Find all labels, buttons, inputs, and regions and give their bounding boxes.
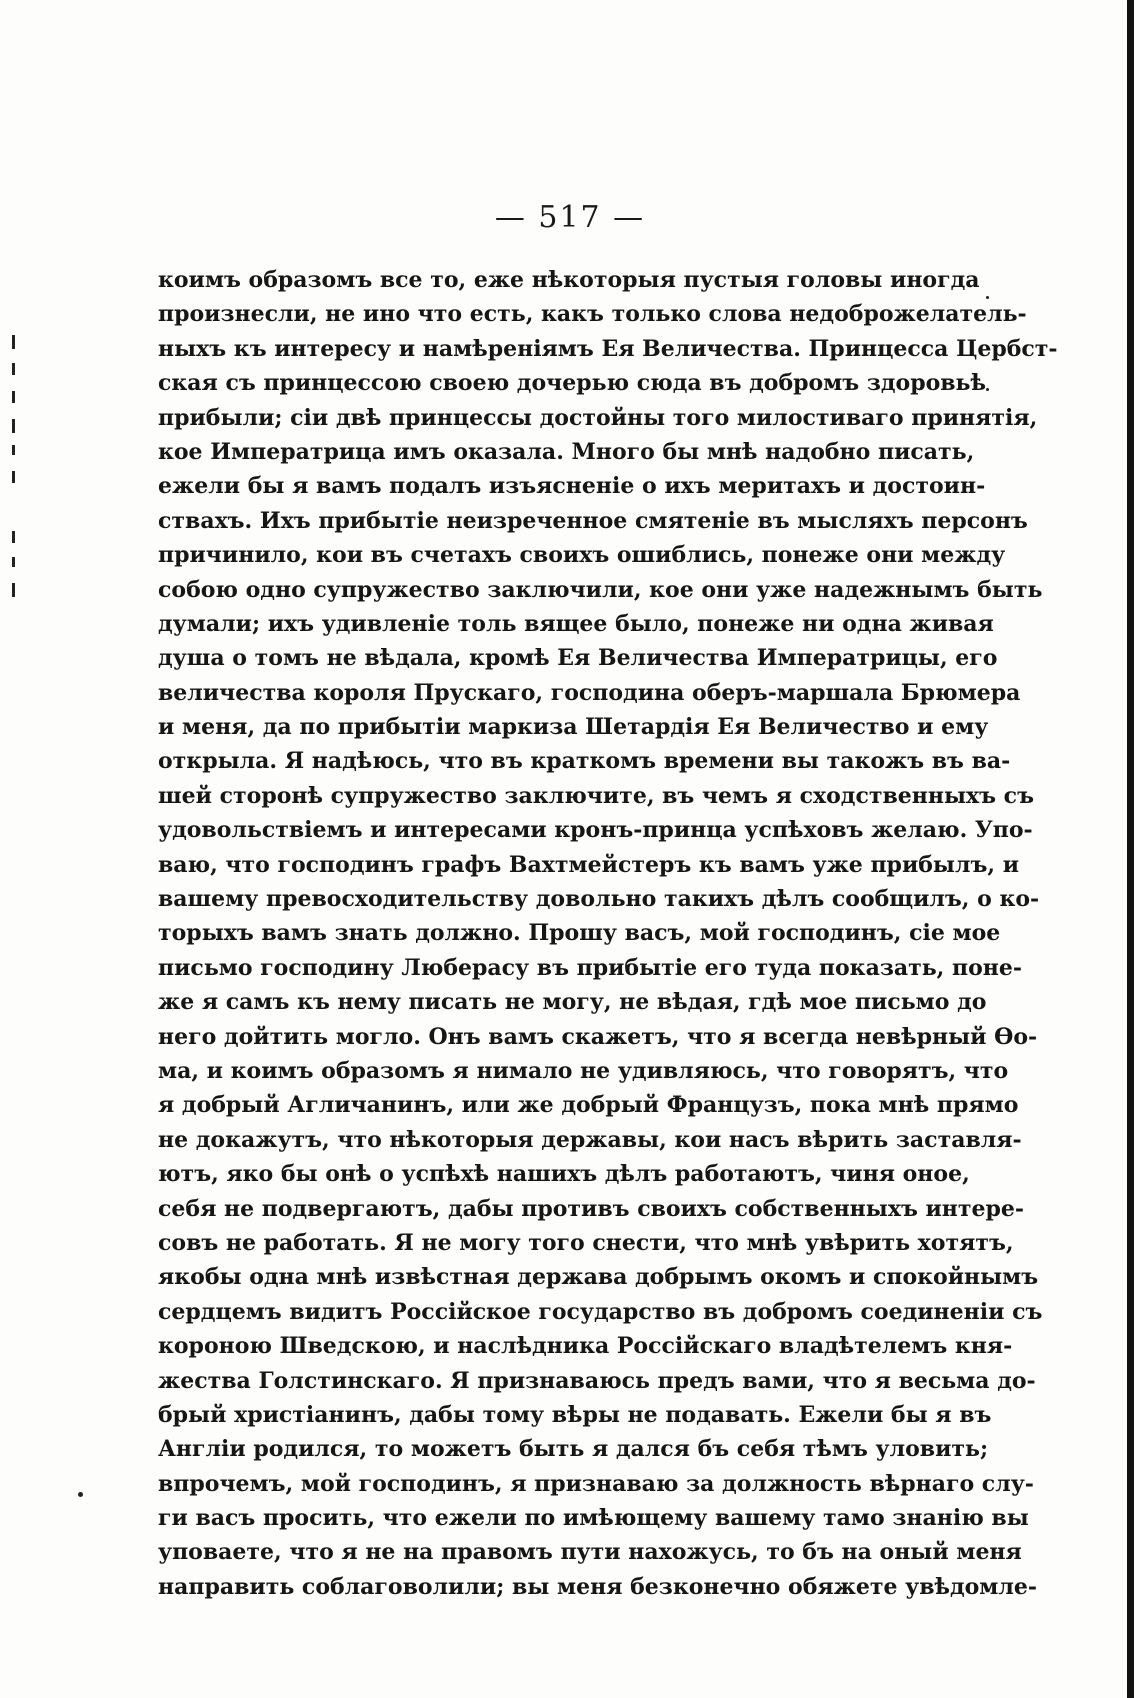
text-line: думали; ихъ удивленіе толь вящее было, понеже ни одна живая bbox=[158, 610, 994, 637]
margin-mark bbox=[12, 583, 15, 597]
page-number: — 517 — bbox=[494, 200, 646, 235]
text-line: ютъ, яко бы онѣ о успѣхѣ нашихъ дѣлъ работаютъ, чиня оное, bbox=[158, 1161, 970, 1188]
text-line: уповаете, что я не на правомъ пути нахожусь, то бъ на оный меня bbox=[158, 1539, 1022, 1566]
text-line: душа о томъ не вѣдала, кромѣ Ея Величества Императрицы, его bbox=[158, 645, 998, 672]
body-text bbox=[158, 263, 1058, 1604]
text-line: направить соблаговолили; вы меня безконечно обяжете увѣдомле- bbox=[158, 1573, 1038, 1600]
text-line: я добрый Агличанинъ, или же добрый Французъ, пока мнѣ прямо bbox=[158, 1092, 1019, 1119]
text-line: ваю, что господинъ графъ Вахтмейстеръ къ вамъ уже прибылъ, и bbox=[158, 851, 1020, 878]
text-line: ма, и коимъ образомъ я нимало не удивляюсь, что говорятъ, что bbox=[158, 1057, 1009, 1084]
text-line: Англіи родился, то можетъ быть я дался бъ себя тѣмъ уловить; bbox=[158, 1436, 989, 1463]
margin-mark bbox=[12, 391, 15, 403]
margin-mark bbox=[12, 419, 15, 433]
text-line: сердцемъ видитъ Россійское государство въ добромъ соединеніи съ bbox=[158, 1298, 1043, 1325]
margin-mark bbox=[12, 363, 15, 375]
text-line: письмо господину Люберасу въ прибытіе его туда показать, поне- bbox=[158, 954, 1023, 981]
text-line: причинило, кои въ счетахъ своихъ ошиблись, понеже они между bbox=[158, 542, 1006, 569]
scan-edge-shadow bbox=[1127, 0, 1134, 1698]
margin-mark bbox=[12, 557, 15, 567]
text-line: впрочемъ, мой господинъ, я признаваю за должность вѣрнаго слу- bbox=[158, 1470, 1034, 1497]
margin-mark bbox=[12, 445, 15, 455]
text-line: коимъ образомъ все то, еже нѣкоторыя пустыя головы иногда bbox=[158, 267, 980, 293]
speck-dot bbox=[78, 1492, 83, 1497]
text-line: ствахъ. Ихъ прибытіе неизреченное смятеніе въ мысляхъ персонъ bbox=[158, 507, 1028, 534]
text-line: величества короля Прускаго, господина оберъ-маршала Брюмера bbox=[158, 679, 1021, 706]
text-line: ская съ принцессою своею дочерью сюда въ добромъ здоровьѣ bbox=[158, 370, 986, 397]
text-line: произнесли, не ино что есть, какъ только слова недоброжелатель- bbox=[158, 301, 1027, 328]
text-line: удовольствіемъ и интересами кронъ-принца успѣховъ желаю. Упо- bbox=[158, 817, 1033, 844]
text-line: ныхъ къ интересу и намѣреніямъ Ея Величества. Принцесса Цербст- bbox=[158, 335, 1058, 362]
text-line: ги васъ просить, что ежели по имѣющему вашему тамо знанію вы bbox=[158, 1505, 1029, 1532]
text-line: якобы одна мнѣ извѣстная держава добрымъ окомъ и спокойнымъ bbox=[158, 1264, 1039, 1291]
text-line: кое Императрица имъ оказала. Много бы мнѣ надобно писать, bbox=[158, 438, 975, 465]
text-line: себя не подвергаютъ, дабы противъ своихъ собственныхъ интере- bbox=[158, 1195, 1025, 1222]
text-line: собою одно супружество заключили, кое они уже надежнымъ быть bbox=[158, 576, 1043, 603]
text-line: жества Голстинскаго. Я признаваюсь предъ вами, что я весьма до- bbox=[158, 1367, 1036, 1394]
speck-dot bbox=[986, 296, 989, 299]
text-line: брый христіанинъ, дабы тому вѣры не подавать. Ежели бы я въ bbox=[158, 1401, 992, 1428]
margin-mark bbox=[12, 471, 15, 483]
text-line: него дойтить могло. Онъ вамъ скажетъ, что я всегда невѣрный Ѳо- bbox=[158, 1023, 1038, 1050]
margin-mark bbox=[12, 531, 15, 543]
text-line: вашему превосходительству довольно такихъ дѣлъ сообщилъ, о ко- bbox=[158, 886, 1040, 913]
text-line: и меня, да по прибытіи маркиза Шетардія Ея Величество и ему bbox=[158, 714, 989, 741]
text-line: ежели бы я вамъ подалъ изъясненіе о ихъ меритахъ и достоин- bbox=[158, 473, 986, 500]
margin-mark bbox=[12, 335, 15, 349]
text-line: прибыли; сіи двѣ принцессы достойны того милостиваго принятія, bbox=[158, 404, 1038, 431]
text-line: не докажутъ, что нѣкоторыя державы, кои насъ вѣрить заставля- bbox=[158, 1126, 1022, 1153]
text-line: торыхъ вамъ знать должно. Прошу васъ, мой господинъ, сіе мое bbox=[158, 920, 1001, 947]
text-line: же я самъ къ нему писать не могу, не вѣдая, гдѣ мое письмо до bbox=[158, 989, 987, 1016]
text-line: открыла. Я надѣюсь, что въ краткомъ времени вы такожъ въ ва- bbox=[158, 748, 1011, 775]
text-line: шей сторонѣ супружество заключите, въ чемъ я сходственныхъ съ bbox=[158, 782, 1034, 809]
text-line: короною Шведскою, и наслѣдника Россійскаго владѣтелемъ кня- bbox=[158, 1333, 1013, 1360]
speck-dot bbox=[986, 388, 989, 391]
text-line: совъ не работать. Я не могу того снести, что мнѣ увѣрить хотятъ, bbox=[158, 1229, 1014, 1256]
